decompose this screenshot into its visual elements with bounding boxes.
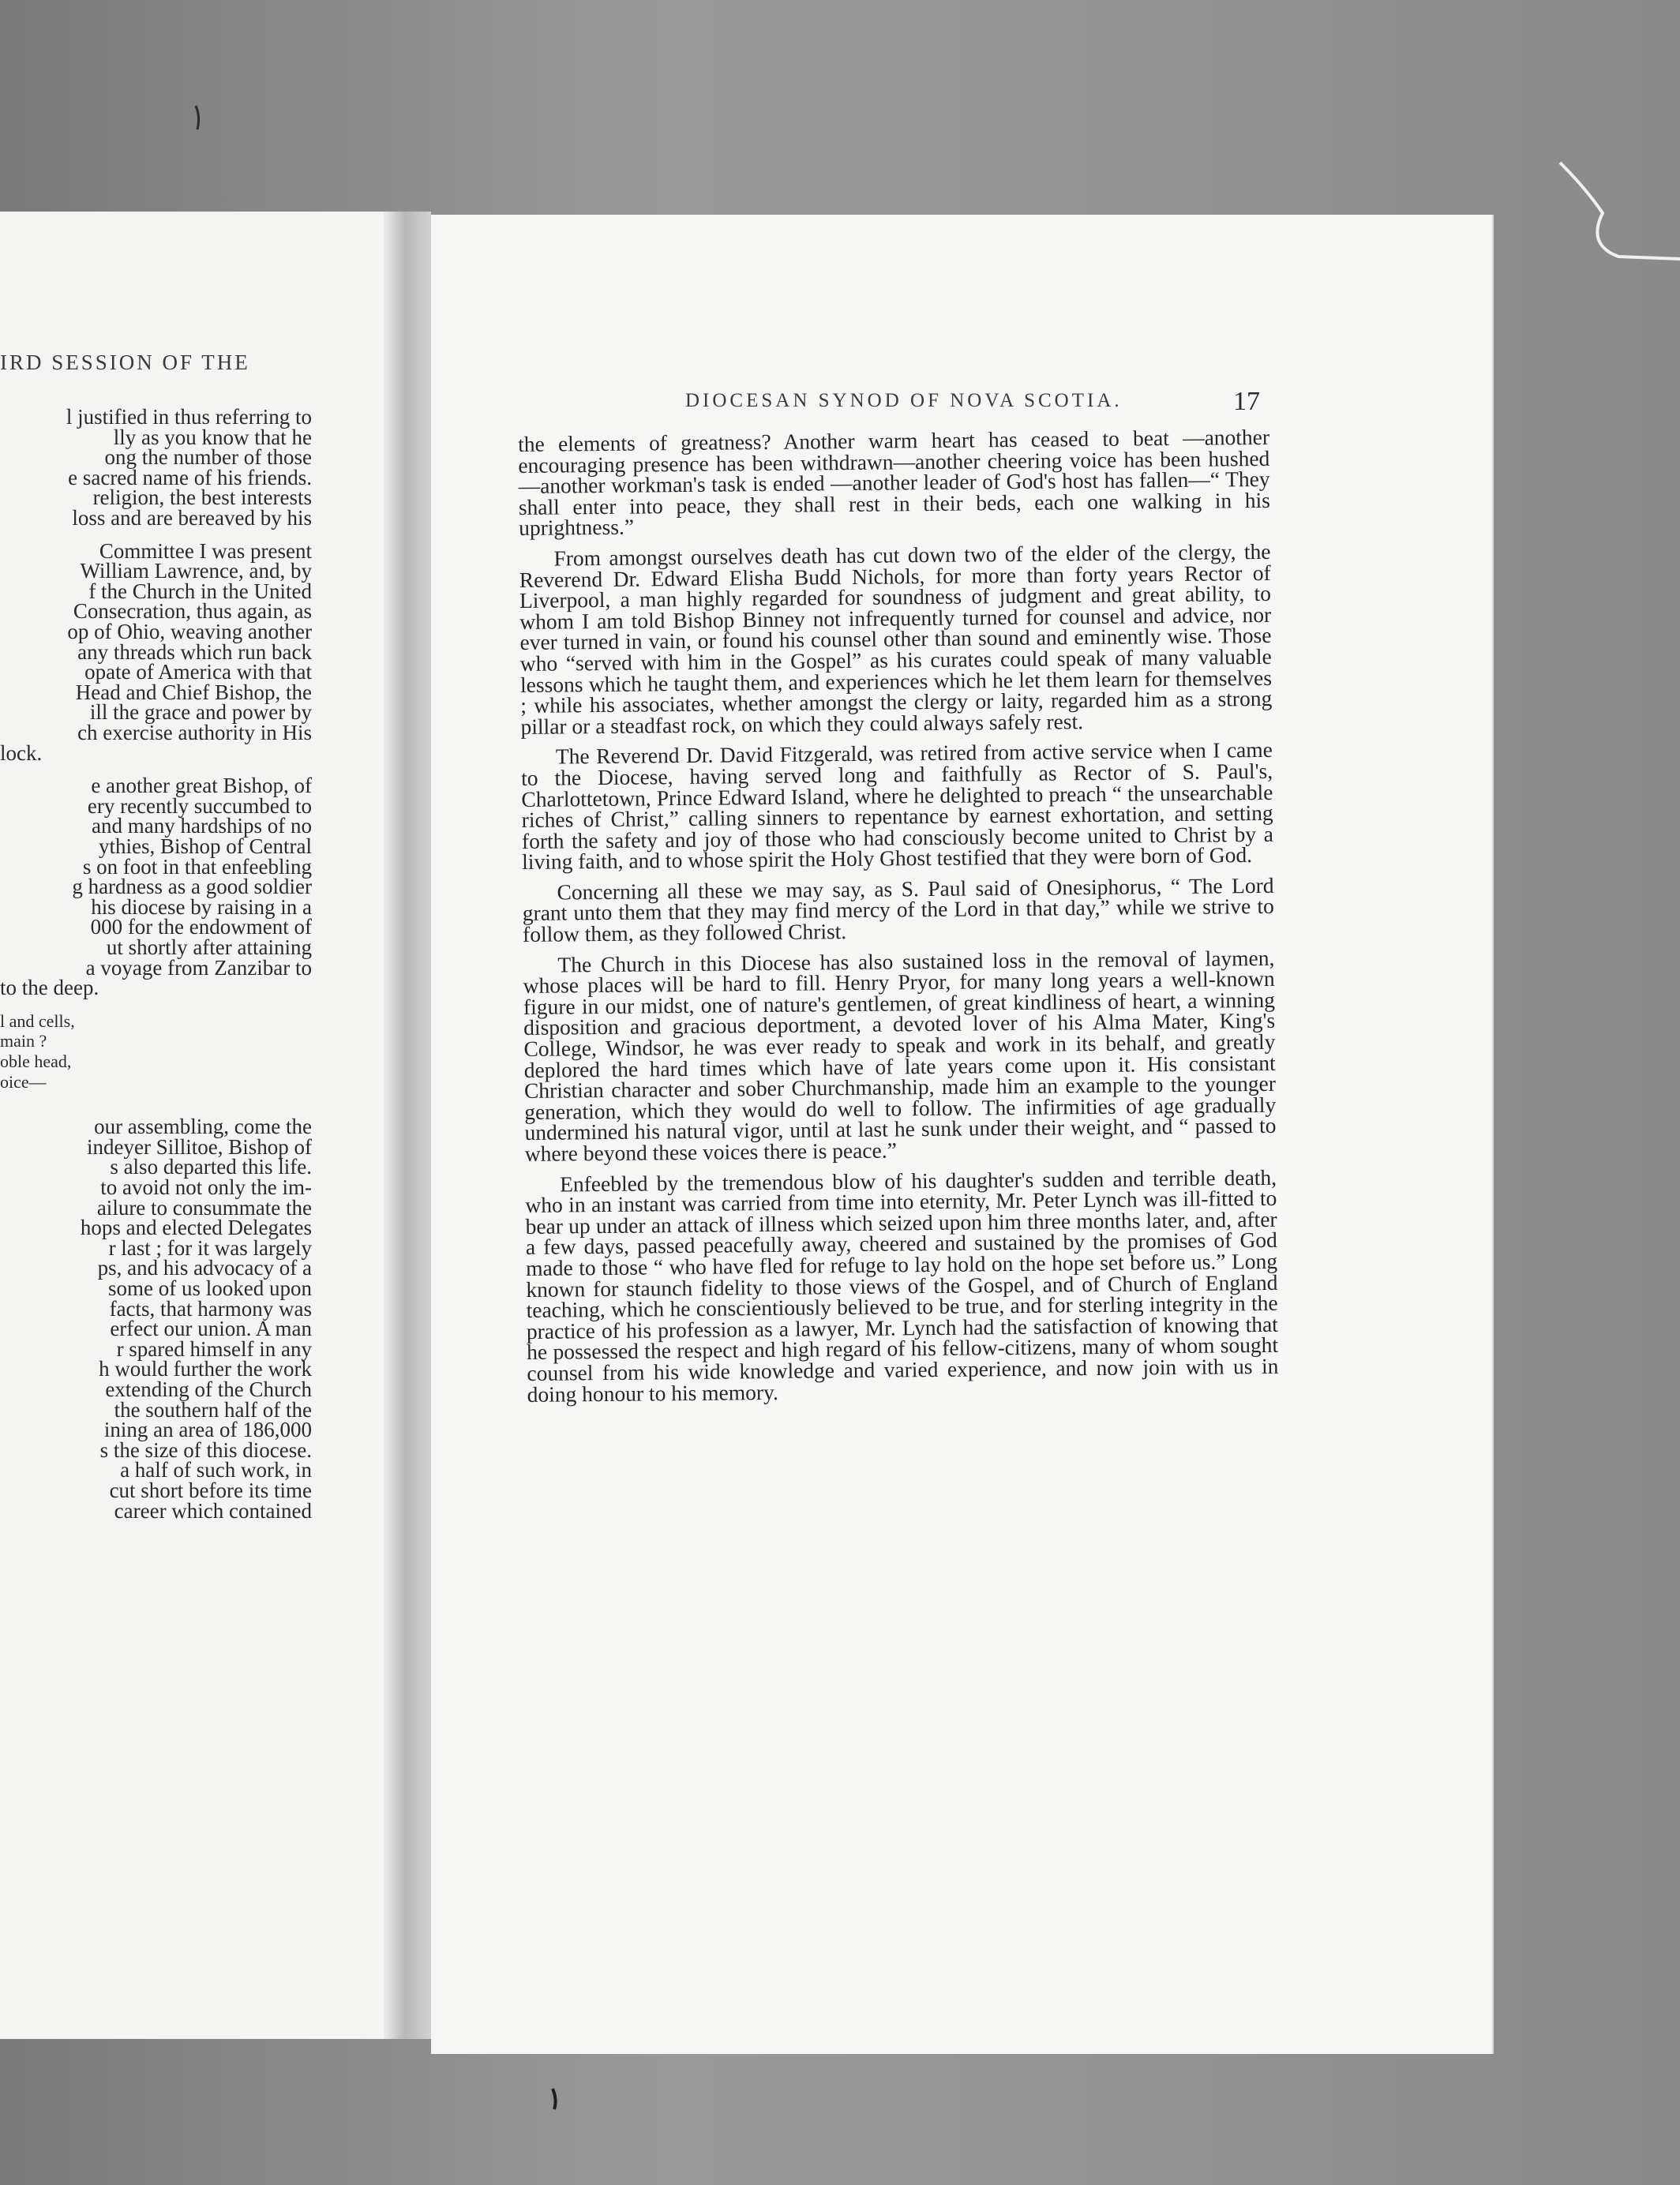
left-page-line: Committee I was present (99, 538, 312, 563)
left-page-line: main ? (0, 1031, 47, 1051)
scan-mark-bottom (545, 2084, 568, 2116)
left-page-line: ery recently succumbed to (87, 793, 312, 818)
left-page-line: any threads which run back (77, 639, 312, 664)
left-page-line: a half of such work, in (120, 1458, 312, 1482)
left-page-line: h would further the work (99, 1357, 312, 1381)
page-body (517, 424, 1279, 1415)
left-page-line: ch exercise authority in His (77, 721, 312, 744)
left-page-line: oice— (0, 1071, 47, 1092)
left-page-line: s also departed this life. (110, 1155, 312, 1179)
left-page-line: William Lawrence, and, by (80, 559, 312, 583)
left-page-header: IRD SESSION OF THE (0, 350, 250, 374)
paragraph: the elements of greatness? Another warm heart has ceased to beat —another encouraging presence has been withdrawn—another cheering voice has been hushed—another workman's task is ended —another leader of God's host has fallen—“ They shall enter into peace, they shall rest in their beds, each one walking in his uprightness.” (517, 424, 1270, 541)
left-page-line: to avoid not only the im- (100, 1175, 312, 1199)
left-page-line: ong the number of those (104, 445, 312, 470)
book-gutter (384, 212, 431, 2039)
running-head: DIOCESAN SYNOD OF NOVA SCOTIA. (685, 390, 1123, 411)
paragraph: The Church in this Diocese has also sustained loss in the removal of laymen, whose places will be hard to fill. Henry Pryor, for many long years a well-known figure in our midst, one of nature's gentlemen, of great kindliness of heart, a winning disposition and gracious deportment, a devoted lover of his Alma Mater, King's College, Windsor, he was ever ready to speak and work in its behalf, and greatly deplored the hard times which have of late years come upon it. His consistant Christian character and sober Churchmanship, made him an example to the younger generation, which they would do well to follow. The infirmities of age gradually undermined his natural vigor, until at last he sunk under their weight, and “ passed to where beyond these voices there is peace.” (523, 945, 1277, 1166)
left-page-line: and many hardships of no (92, 814, 312, 838)
left-page-line: erfect our union. A man (110, 1317, 312, 1341)
left-page-line: ill the grace and power by (89, 700, 312, 725)
scan-mark-top (189, 103, 213, 134)
left-page-line: hops and elected Delegates (80, 1216, 312, 1240)
left-page-line: op of Ohio, weaving another (67, 620, 312, 643)
left-page-line: 000 for the endowment of (90, 915, 312, 939)
left-page-line: Head and Chief Bishop, the (75, 680, 312, 704)
left-page-line: facts, that harmony was (109, 1296, 312, 1321)
scan-mark-right (1555, 158, 1680, 276)
left-page-line: lock. (0, 740, 43, 765)
left-page-line: lly as you know that he (113, 425, 312, 449)
left-page-line: the southern half of the (114, 1397, 312, 1422)
left-page-line: career which contained (114, 1498, 312, 1523)
left-page-line: f the Church in the United (88, 579, 312, 603)
left-page-line: ining an area of 186,000 (103, 1418, 312, 1442)
left-page-line: e sacred name of his friends. (68, 465, 312, 489)
left-page-line: ps, and his advocacy of a (97, 1256, 312, 1280)
paragraph: Concerning all these we may say, as S. Paul said of Onesiphorus, “ The Lord grant unto them that they may find mercy of the Lord in that day,” while we strive to follow them, as they followed Christ. (522, 872, 1274, 947)
left-page-line: r last ; for it was largely (108, 1235, 312, 1260)
left-page-line: extending of the Church (105, 1377, 312, 1401)
left-page-line: r spared himself in any (116, 1336, 312, 1361)
left-page-line: indeyer Sillitoe, Bishop of (87, 1134, 312, 1159)
left-page-line: opate of America with that (84, 660, 312, 684)
left-page-line: e another great Bishop, of (91, 774, 312, 798)
left-page-line: religion, the best interests (92, 485, 312, 510)
left-page-line: some of us looked upon (108, 1276, 312, 1300)
left-page-line: ailure to consummate the (96, 1195, 312, 1220)
left-page-line: his diocese by raising in a (91, 894, 312, 919)
paragraph: Enfeebled by the tremendous blow of his daughter's sudden and terrible death, who in an instant was carried from time into eternity, Mr. Peter Lynch was ill-fitted to bear up under an attack of illness which seized upon him three months later, and, after a few days, passed peacefully away, cheered and sustained by the promises of God made to those “ who have fled for refuge to lay hold on the hope set before us.” Long known for staunch fidelity to those views of the Gospel, and of Church of England teaching, which he conscientiously believed to be true, and for sterling integrity in the practice of his profession as a lawyer, Mr. Lynch had the satisfaction of knowing that he possessed the respect and high regard of his fellow-citizens, many of whom sought counsel from his wide knowledge and varied experience, and now join with us in doing honour to his memory. (525, 1164, 1279, 1407)
left-page-line: ythies, Bishop of Central (99, 834, 312, 858)
paragraph: From amongst ourselves death has cut down two of the elder of the clergy, the Reverend Dr. Edward Elisha Budd Nichols, for more than forty years Rector of Liverpool, a man highly regarded for soundness of judgment and great ability, to whom I am told Bishop Binney not infrequently turned for counsel and advice, nor ever turned in vain, or found his counsel other than sound and eminently wise. Those who “served with him in the Gospel” as his curates could speak of many valuable lessons which he taught them, and experiences which he let them learn for themselves ; while his associates, whether amongst the clergy or laity, regarded him as a strong pillar or a steadfast rock, on which they could always safely rest. (519, 538, 1273, 739)
paragraph: The Reverend Dr. David Fitzgerald, was retired from active service when I came to the Diocese, having served long and faithfully as Rector of S. Paul's, Charlottetown, Prince Edward Island, where he delighted to preach “ the unsearchable riches of Christ,” calling sinners to repentance by earnest exhortation, and setting forth the safety and joy of those who had consciously become united to Christ by a living faith, and to whose spirit the Holy Ghost testified that they were born of God. (521, 737, 1274, 875)
left-page (0, 212, 414, 2039)
left-page-line: cut short before its time (109, 1479, 312, 1502)
left-page-line: s the size of this diocese. (99, 1437, 312, 1462)
page-number: 17 (1233, 387, 1260, 416)
left-page-line: our assembling, come the (94, 1115, 312, 1139)
left-page-line: l and cells, (0, 1010, 75, 1031)
left-page-line: to the deep. (0, 976, 99, 1000)
left-page-line: oble head, (0, 1051, 72, 1071)
left-page-line: a voyage from Zanzibar to (85, 955, 312, 980)
left-page-line: g hardness as a good soldier (72, 875, 312, 899)
left-page-line: Consecration, thus again, as (73, 599, 312, 624)
left-page-line: loss and are bereaved by his (72, 506, 312, 530)
right-page (431, 215, 1492, 2054)
left-page-line: ut shortly after attaining (106, 935, 312, 959)
left-page-line: s on foot in that enfeebling (82, 854, 312, 879)
left-page-line: l justified in thus referring to (66, 405, 312, 429)
